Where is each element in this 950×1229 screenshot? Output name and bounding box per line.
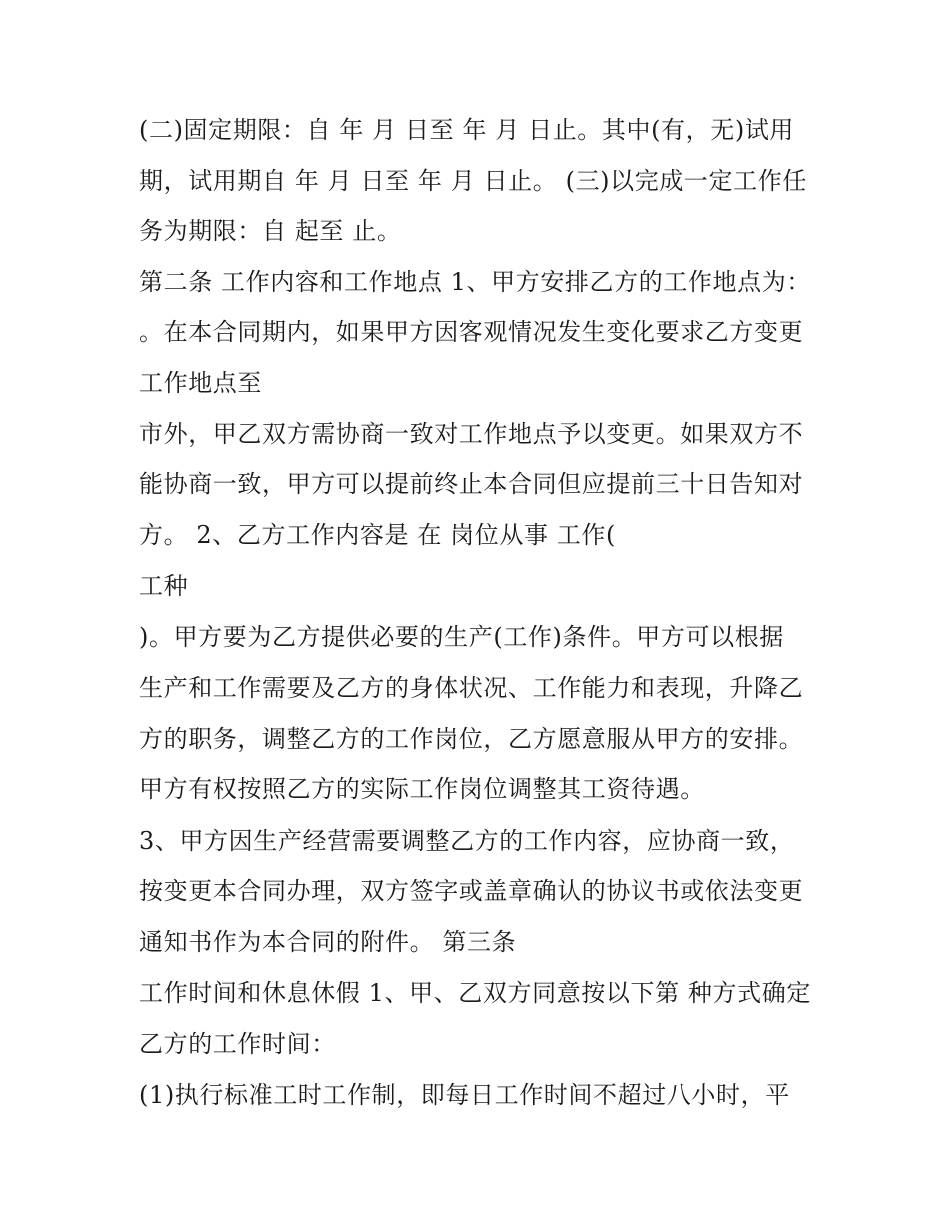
text-line: 方的职务，调整乙方的工作岗位，乙方愿意服从甲方的安排。 — [139, 725, 804, 753]
text-line: 工种 — [139, 572, 189, 600]
text-line: )。甲方要为乙方提供必要的生产(工作)条件。甲方可以根据 — [139, 623, 784, 651]
text-line: (1)执行标准工时工作制，即每日工作时间不超过八小时，平 — [139, 1081, 790, 1109]
text-line: 方。 2、乙方工作内容是 在 岗位从事 工作( — [139, 521, 616, 549]
text-line: 。在本合同期内，如果甲方因客观情况发生变化要求乙方变更 — [139, 318, 804, 346]
text-line: 工作地点至 — [139, 369, 262, 397]
text-line: (二)固定期限：自 年 月 日至 年 月 日止。其中(有，无)试用 — [139, 116, 795, 144]
text-line: 务为期限：自 起至 止。 — [139, 217, 402, 245]
text-line: 乙方的工作时间： — [139, 1030, 336, 1058]
text-line: 能协商一致，甲方可以提前终止本合同但应提前三十日告知对 — [139, 470, 804, 498]
text-line: 第二条 工作内容和工作地点 1、甲方安排乙方的工作地点为： — [139, 268, 811, 296]
text-line: 通知书作为本合同的附件。 第三条 — [139, 928, 517, 956]
text-line: 生产和工作需要及乙方的身体状况、工作能力和表现，升降乙 — [139, 674, 804, 702]
text-line: 期，试用期自 年 月 日至 年 月 日止。 (三)以完成一定工作任 — [139, 167, 807, 195]
text-line: 工作时间和休息休假 1、甲、乙双方同意按以下第 种方式确定 — [139, 979, 811, 1007]
text-line: 按变更本合同办理，双方签字或盖章确认的协议书或依法变更 — [139, 877, 804, 905]
text-line: 3、甲方因生产经营需要调整乙方的工作内容，应协商一致， — [139, 827, 795, 855]
text-line: 市外，甲乙双方需协商一致对工作地点予以变更。如果双方不 — [139, 420, 804, 448]
text-line: 甲方有权按照乙方的实际工作岗位调整其工资待遇。 — [139, 775, 705, 803]
